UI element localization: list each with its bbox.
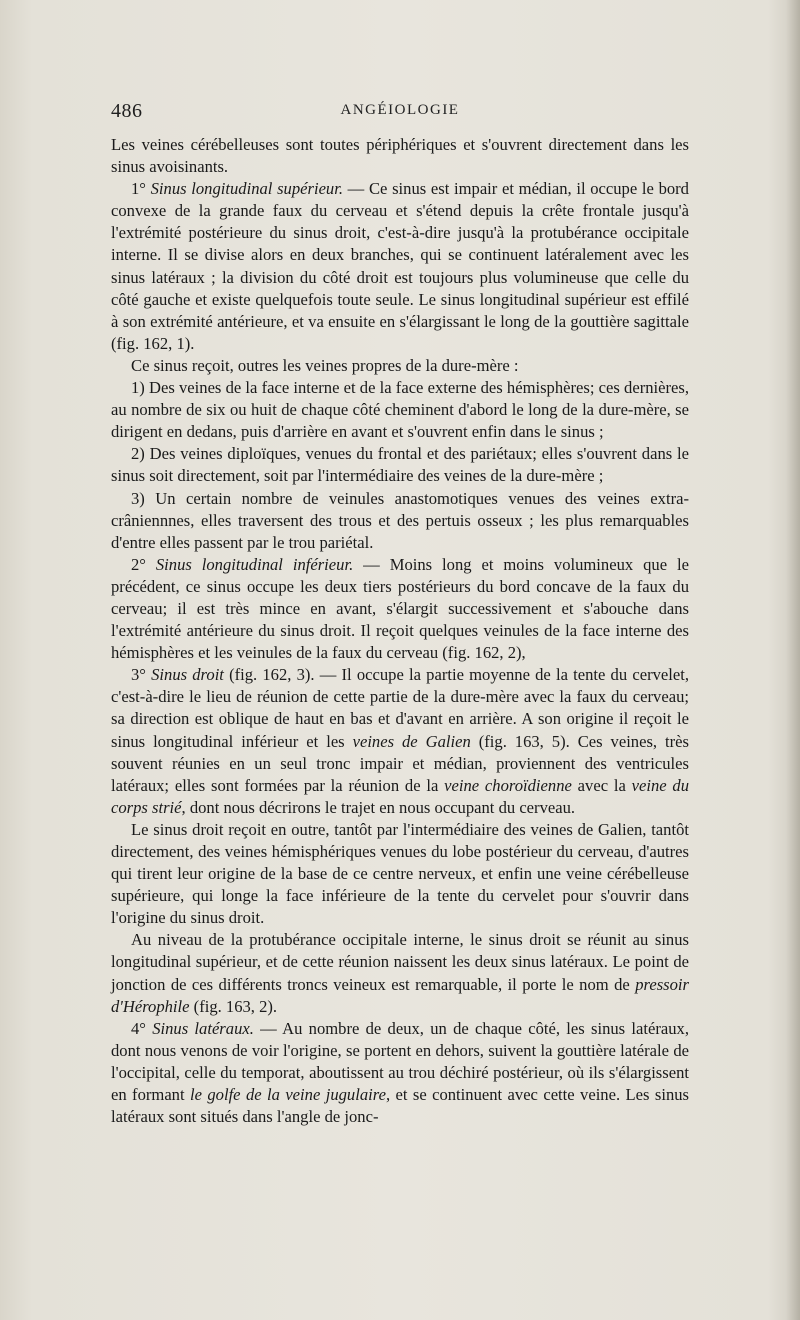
text-segment: — Au nombre de deux, un de chaque côté, les sinus latéraux, dont nous venons de voir l'origine, se portent en dehors, suivent la gouttière latérale de l'occipital, celle du temporat, aboutissent au trou déchiré postérieur, où ils s'élargissent en formant bbox=[111, 1018, 689, 1105]
italic-text: veine du corps strié bbox=[111, 775, 689, 817]
text-segment: (fig. 163, 5). Ces veines, très souvent réunies en un seul tronc impair et médian, proviennent des ventricules latéraux; elles sont formées par la réunion de la bbox=[111, 731, 689, 795]
text-segment: Au niveau de la protubérance occipitale interne, le sinus droit se réunit au sinus longitudinal supérieur, et de cette réunion naissent les deux sinus latéraux. Le point de jonction de ces différents troncs veineux est remarquable, il porte le nom de bbox=[111, 930, 689, 994]
text-segment: — Moins long et moins volumineux que le précédent, ce sinus occupe les deux tiers postérieurs du bord concave de la faux du cerveau; il est très mince en avant, s'élargit successivement et s'abouche dans l'extrémité antérieure du sinus droit. Il reçoit quelques veinules de la face interne des hémisphères et les veinules de la faux du cerveau (fig. 162, 2), bbox=[111, 554, 689, 663]
text-segment: 1) Des veines de la face interne et de la face externe des hémisphères; ces dernières, au nombre de six ou huit de chaque côté cheminent d'abord le long de la dure-mère, se dirigent en dedans, puis d'arrière en avant et s'ouvrent enfin dans le sinus ; bbox=[111, 378, 689, 442]
paragraph bbox=[111, 178, 689, 355]
paragraph bbox=[111, 355, 689, 377]
italic-text: veines de Galien bbox=[352, 731, 471, 751]
paragraph bbox=[111, 377, 689, 443]
body-text bbox=[111, 134, 689, 1128]
text-segment: Ce sinus reçoit, outres les veines propres de la dure-mère : bbox=[131, 355, 519, 375]
page-edge-shadow bbox=[786, 0, 800, 1320]
text-segment: — Ce sinus est impair et médian, il occupe le bord convexe de la grande faux du cerveau et s'étend depuis la crête frontale jusqu'à l'extrémité postérieure du sinus droit, c'est-à-dire jusqu'à la protubérance occipitale interne. Il se divise alors en deux branches, qui se continuent latéralement avec les sinus latéraux ; la division du côté droit est toujours plus volumineuse que celle du côté gauche et existe quelquefois toute seule. Le sinus longitudinal supérieur est effilé à son extrémité antérieure, et va ensuite en s'élargissant le long de la gouttière sagittale (fig. 162, 1). bbox=[111, 179, 689, 353]
paragraph bbox=[111, 554, 689, 664]
text-segment: 4° bbox=[131, 1018, 153, 1038]
paragraph bbox=[111, 929, 689, 1017]
paragraph bbox=[111, 664, 689, 819]
italic-text: le golfe de la veine jugulaire bbox=[190, 1085, 386, 1105]
italic-text: Sinus droit bbox=[151, 665, 224, 685]
text-segment: 2° bbox=[131, 554, 156, 574]
text-segment: Le sinus droit reçoit en outre, tantôt par l'intermédiaire des veines de Galien, tantôt directement, des veines hémisphériques venues du lobe postérieur du cerveau, d'autres qui tirent leur origine de la base de ce centre nerveux, et enfin une veine cérébelleuse supérieure, qui longe la face inférieure de la tente du cervelet pour s'ouvrir dans l'origine du sinus droit. bbox=[111, 819, 689, 928]
paragraph bbox=[111, 819, 689, 929]
text-segment: (fig. 162, 3). — Il occupe la partie moyenne de la tente du cervelet, c'est-à-dire le lieu de réunion de cette partie de la dure-mère avec la faux du cerveau; sa direction est oblique de haut en bas et d'avant en arrière. A son origine il reçoit le sinus longitudinal inférieur et les bbox=[111, 665, 689, 751]
running-head: ANGÉIOLOGIE bbox=[340, 102, 460, 118]
text-segment: 2) Des veines diploïques, venues du frontal et des pariétaux; elles s'ouvrent dans le sinus soit directement, soit par l'intermédiaire des veines de la dure-mère ; bbox=[111, 444, 689, 486]
italic-text: Sinus longitudinal supérieur. bbox=[150, 179, 343, 199]
paragraph bbox=[111, 443, 689, 487]
italic-text: Sinus latéraux. bbox=[152, 1018, 254, 1038]
text-segment: 1° bbox=[131, 179, 151, 199]
text-segment: avec la bbox=[571, 775, 632, 795]
text-segment: , dont nous décrirons le trajet en nous occupant du cerveau. bbox=[181, 797, 576, 817]
text-segment: 3) Un certain nombre de veinules anastomotiques venues des veines extra-crâniennnes, elles traversent des trous et des pertuis osseux ; les plus remarquables d'entre elles passent par le trou pariétal. bbox=[111, 488, 689, 552]
text-segment: (fig. 163, 2). bbox=[189, 996, 278, 1016]
italic-text: Sinus longitudinal inférieur. bbox=[155, 554, 354, 574]
paragraph bbox=[111, 1018, 689, 1128]
text-segment: , et se continuent avec cette veine. Les sinus latéraux sont situés dans l'angle de jonc- bbox=[111, 1085, 689, 1127]
text-segment: 3° bbox=[131, 665, 152, 685]
paragraph bbox=[111, 488, 689, 554]
page-number: 486 bbox=[111, 100, 143, 122]
italic-text: pressoir d'Hérophile bbox=[111, 974, 689, 1016]
paragraph bbox=[111, 134, 689, 178]
page-header bbox=[111, 100, 689, 128]
text-segment: Les veines cérébelleuses sont toutes périphériques et s'ouvrent directement dans les sinus avoisinants. bbox=[111, 135, 689, 177]
italic-text: veine choroïdienne bbox=[444, 775, 572, 795]
